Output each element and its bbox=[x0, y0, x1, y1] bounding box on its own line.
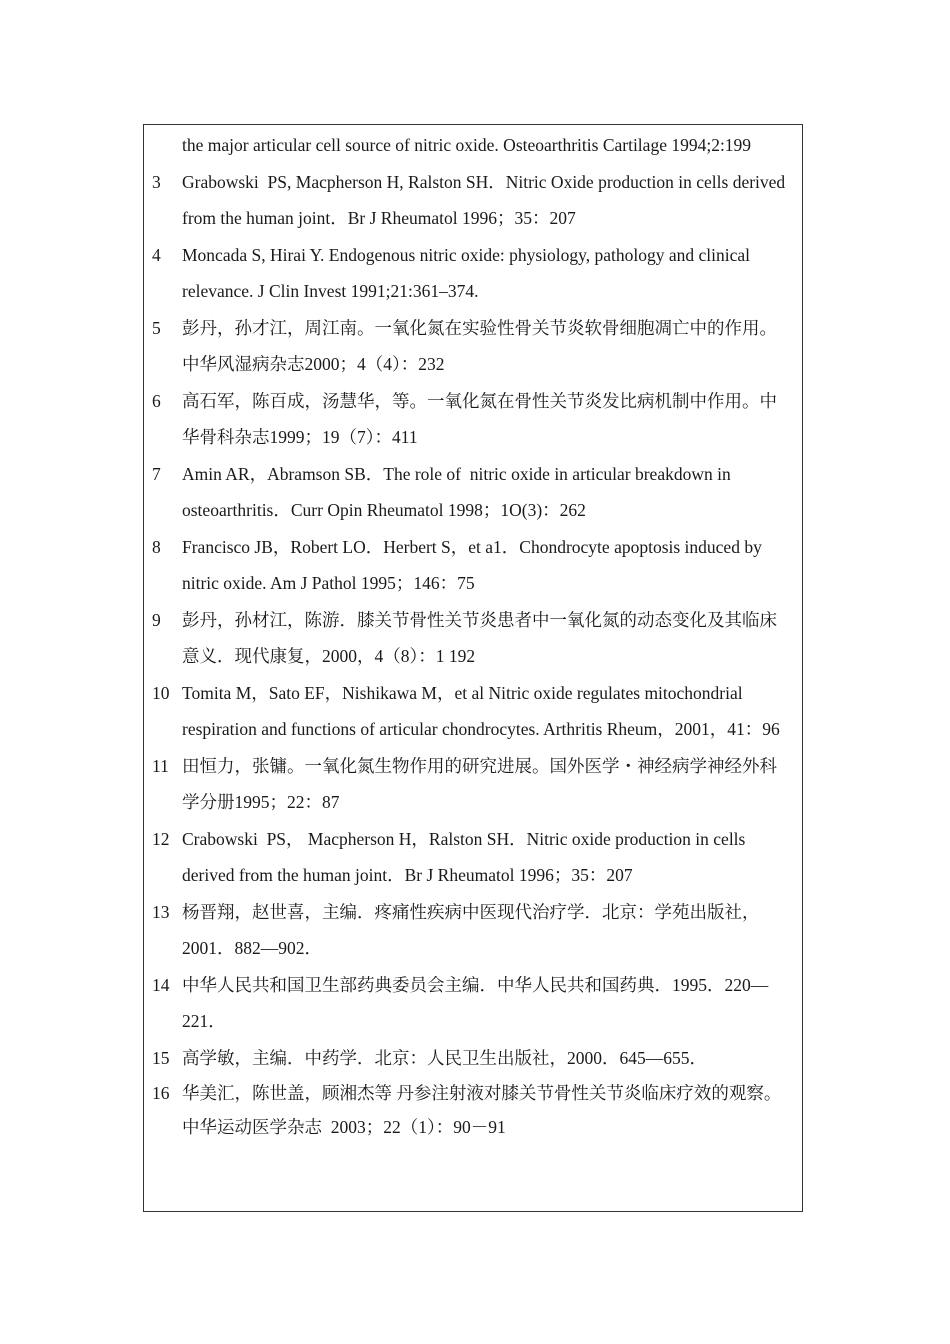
reference-item bbox=[152, 675, 794, 748]
reference-item bbox=[152, 127, 794, 164]
reference-number: 13 bbox=[152, 901, 170, 922]
reference-item bbox=[152, 529, 794, 602]
reference-number: 4 bbox=[152, 244, 161, 265]
reference-number: 15 bbox=[152, 1047, 170, 1068]
reference-text: 彭丹，孙材江，陈游．膝关节骨性关节炎患者中一氧化氮的动态变化及其临床意义．现代康复，2000，4（8）：1 192 bbox=[182, 609, 777, 666]
reference-number: 10 bbox=[152, 682, 170, 703]
reference-number: 9 bbox=[152, 609, 161, 630]
reference-item bbox=[152, 1040, 794, 1077]
reference-item bbox=[152, 602, 794, 675]
reference-text: Crabowski PS， Macpherson H，Ralston SH．Nitric oxide production in cells derived from the human joint．Br J Rheumatol 1996；35：207 bbox=[182, 828, 750, 885]
reference-item bbox=[152, 237, 794, 310]
reference-text: Moncada S, Hirai Y. Endogenous nitric oxide: physiology, pathology and clinical relevance. J Clin Invest 1991;21:361–374. bbox=[182, 244, 755, 301]
reference-item bbox=[152, 967, 794, 1040]
reference-text: Francisco JB，Robert LO．Herbert S，et a1．Chondrocyte apoptosis induced by nitric oxide. Am J Pathol 1995；146：75 bbox=[182, 536, 767, 593]
reference-text: 田恒力，张镛。一氧化氮生物作用的研究进展。国外医学・神经病学神经外科学分册1995；22：87 bbox=[182, 755, 777, 812]
reference-text: 高学敏，主编．中药学．北京：人民卫生出版社，2000．645—655． bbox=[182, 1047, 707, 1068]
reference-text: Tomita M，Sato EF，Nishikawa M，et al Nitric oxide regulates mitochondrial respiration and functions of articular chondrocytes. Arthritis Rheum，2001，41：96 bbox=[182, 682, 780, 739]
reference-text: Amin AR，Abramson SB．The role of nitric oxide in articular breakdown in osteoarthritis．Curr Opin Rheumatol 1998；1O(3)：262 bbox=[182, 463, 736, 520]
reference-text: 杨晋翔，赵世喜，主编．疼痛性疾病中医现代治疗学．北京：学苑出版社，2001．882—902． bbox=[182, 901, 760, 958]
reference-item bbox=[152, 894, 794, 967]
reference-number: 11 bbox=[152, 755, 169, 776]
reference-text: 高石军，陈百成，汤慧华，等。一氧化氮在骨性关节炎发比病机制中作用。中华骨科杂志1999；19（7）：411 bbox=[182, 390, 777, 447]
reference-item bbox=[152, 383, 794, 456]
reference-item bbox=[152, 821, 794, 894]
reference-text: 中华人民共和国卫生部药典委员会主编．中华人民共和国药典．1995．220—221． bbox=[182, 974, 769, 1031]
reference-number: 3 bbox=[152, 171, 161, 192]
reference-text: 华美汇，陈世盖，顾湘杰等 丹参注射液对膝关节骨性关节炎临床疗效的观察。中华运动医学杂志 2003；22（1）：90－91 bbox=[182, 1083, 782, 1137]
reference-number: 14 bbox=[152, 974, 170, 995]
reference-item bbox=[152, 310, 794, 383]
reference-text: 彭丹，孙才江，周江南。一氧化氮在实验性骨关节炎软骨细胞凋亡中的作用。中华风湿病杂志2000；4（4）：232 bbox=[182, 317, 777, 374]
reference-item bbox=[152, 456, 794, 529]
reference-item bbox=[152, 164, 794, 237]
reference-text: the major articular cell source of nitric oxide. Osteoarthritis Cartilage 1994;2:199 bbox=[182, 135, 752, 155]
reference-number: 12 bbox=[152, 828, 170, 849]
reference-number: 5 bbox=[152, 317, 161, 338]
reference-list bbox=[143, 124, 803, 1212]
reference-number: 7 bbox=[152, 463, 161, 484]
reference-number: 6 bbox=[152, 390, 161, 411]
reference-item bbox=[152, 748, 794, 821]
reference-number: 16 bbox=[152, 1083, 170, 1103]
reference-number: 8 bbox=[152, 536, 161, 557]
reference-text: Grabowski PS, Macpherson H, Ralston SH．Nitric Oxide production in cells derived from the human joint．Br J Rheumatol 1996；35：207 bbox=[182, 171, 790, 228]
reference-item bbox=[152, 1076, 794, 1144]
